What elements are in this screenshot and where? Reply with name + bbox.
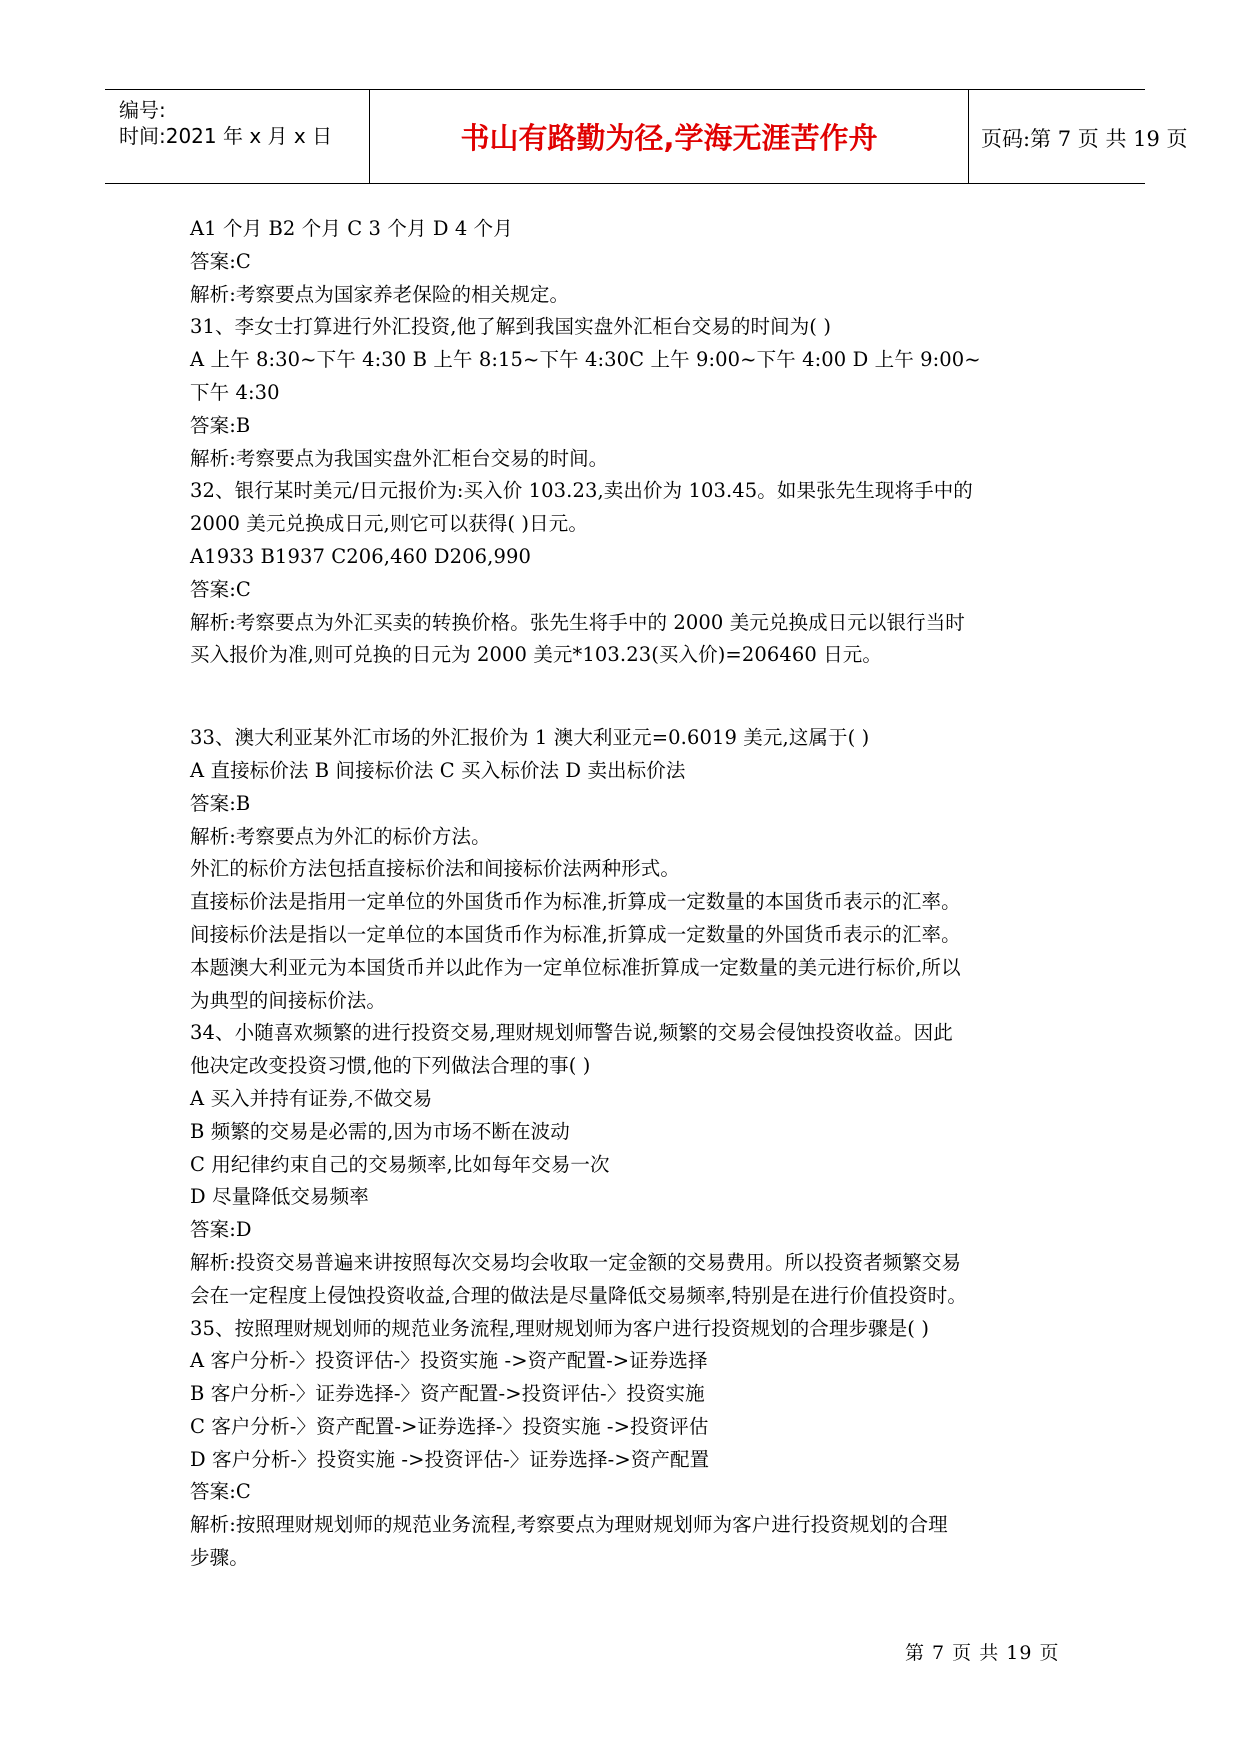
text-line: 答案:B — [190, 791, 251, 815]
text-line: 步骤。 — [190, 1546, 249, 1570]
text-line: 解析:考察要点为外汇的标价方法。 — [190, 824, 491, 848]
text-line: 他决定改变投资习惯,他的下列做法合理的事( ) — [190, 1054, 591, 1078]
text-line: 会在一定程度上侵蚀投资收益,合理的做法是尽量降低交易频率,特别是在进行价值投资时。 — [190, 1283, 967, 1307]
text-line: 外汇的标价方法包括直接标价法和间接标价法两种形式。 — [190, 857, 681, 881]
text-line: 答案:D — [190, 1218, 252, 1242]
text-line: 答案:C — [190, 249, 251, 273]
text-line: 答案:C — [190, 577, 251, 601]
text-line: A1 个月 B2 个月 C 3 个月 D 4 个月 — [190, 217, 513, 240]
section-gap — [190, 672, 1070, 722]
text-line: 解析:投资交易普遍来讲按照每次交易均会收取一定金额的交易费用。所以投资者频繁交易 — [190, 1250, 962, 1274]
document-number-label: 编号: — [119, 98, 166, 122]
text-line: 本题澳大利亚元为本国货币并以此作为一定单位标准折算成一定数量的美元进行标价,所以 — [190, 955, 961, 979]
text-line: A 上午 8:30~下午 4:30 B 上午 8:15~下午 4:30C 上午 9:00~下午 4:00 D 上午 9:00~ — [190, 348, 981, 372]
question-line: 34、小随喜欢频繁的进行投资交易,理财规划师警告说,频繁的交易会侵蚀投资收益。因此 — [190, 1021, 953, 1045]
text-line: C 用纪律约束自己的交易频率,比如每年交易一次 — [190, 1152, 610, 1176]
header-motto: 书山有路勤为径,学海无涯苦作舟 — [460, 121, 878, 155]
question-line: 32、银行某时美元/日元报价为:买入价 103.23,卖出价为 103.45。如果张先生现将手中的 — [190, 479, 973, 503]
text-line: A 买入并持有证券,不做交易 — [190, 1086, 433, 1110]
text-line: 下午 4:30 — [190, 380, 280, 404]
text-line: A1933 B1937 C206,460 D206,990 — [190, 544, 531, 568]
text-line: 解析:按照理财规划师的规范业务流程,考察要点为理财规划师为客户进行投资规划的合理 — [190, 1513, 948, 1537]
text-line: 买入报价为准,则可兑换的日元为 2000 美元*103.23(买入价)=206460 日元。 — [190, 643, 882, 667]
text-line: 间接标价法是指以一定单位的本国货币作为标准,折算成一定数量的外国货币表示的汇率。 — [190, 922, 961, 946]
text-line: B 客户分析-〉证券选择-〉资产配置->投资评估-〉投资实施 — [190, 1382, 705, 1406]
text-line: D 尽量降低交易频率 — [190, 1185, 369, 1209]
text-line: C 客户分析-〉资产配置->证券选择-〉投资实施 ->投资评估 — [190, 1414, 709, 1438]
page-footer: 第 7 页 共 19 页 — [905, 1642, 1060, 1664]
text-line: B 频繁的交易是必需的,因为市场不断在波动 — [190, 1119, 570, 1143]
header-page-cell — [969, 90, 1188, 183]
text-line: 答案:B — [190, 413, 251, 437]
text-line: 直接标价法是指用一定单位的外国货币作为标准,折算成一定数量的本国货币表示的汇率。 — [190, 890, 961, 914]
document-time-label: 时间:2021 年 x 月 x 日 — [119, 124, 333, 148]
header-motto-cell — [369, 90, 969, 183]
text-line: 解析:考察要点为我国实盘外汇柜台交易的时间。 — [190, 446, 609, 470]
text-line: 解析:考察要点为国家养老保险的相关规定。 — [190, 282, 570, 306]
header-page-number: 页码:第 7 页 共 19 页 — [981, 127, 1188, 151]
question-line: 35、按照理财规划师的规范业务流程,理财规划师为客户进行投资规划的合理步骤是( ) — [190, 1316, 930, 1340]
text-line: 答案:C — [190, 1480, 251, 1504]
text-line: A 客户分析-〉投资评估-〉投资实施 ->资产配置->证券选择 — [190, 1349, 708, 1373]
text-line: A 直接标价法 B 间接标价法 C 买入标价法 D 卖出标价法 — [190, 758, 686, 782]
text-line: 2000 美元兑换成日元,则它可以获得( )日元。 — [190, 512, 588, 536]
header-meta-cell — [105, 90, 369, 183]
question-line: 33、澳大利亚某外汇市场的外汇报价为 1 澳大利亚元=0.6019 美元,这属于( ) — [190, 726, 870, 750]
text-line: D 客户分析-〉投资实施 ->投资评估-〉证券选择->资产配置 — [190, 1447, 710, 1471]
question-line: 31、李女士打算进行外汇投资,他了解到我国实盘外汇柜台交易的时间为( ) — [190, 315, 832, 339]
page-header — [105, 89, 1188, 184]
text-line: 为典型的间接标价法。 — [190, 988, 387, 1012]
document-body — [190, 213, 1070, 1575]
text-line: 解析:考察要点为外汇买卖的转换价格。张先生将手中的 2000 美元兑换成日元以银行当时 — [190, 610, 965, 634]
